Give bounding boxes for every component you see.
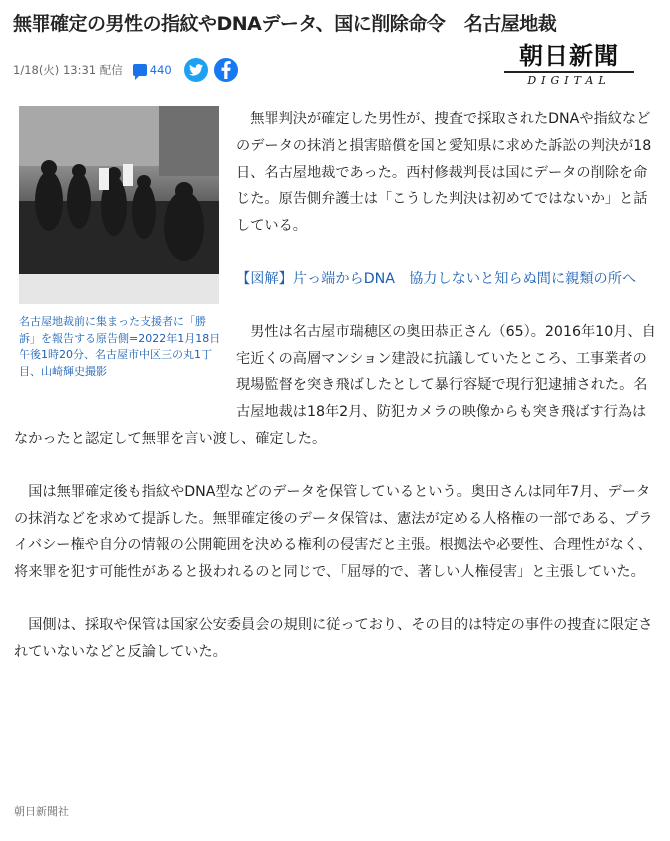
photo-spacer: [14, 106, 236, 406]
twitter-icon[interactable]: [184, 58, 208, 82]
publish-date: 1/18(火) 13:31 配信: [13, 63, 123, 77]
photo-caption: 名古屋地裁前に集まった支援者に「勝訴」を報告する原告側=2022年1月18日午後1時20分、名古屋市中区三の丸1丁目、山崎輝史撮影: [19, 315, 221, 378]
comment-count[interactable]: 440: [149, 63, 172, 77]
article-paragraph: 男性は名古屋市瑞穂区の奥田恭正さん（65）。2016年10月、自宅近くの高層マンション建設に抗議していたところ、工事業者の現場監督を突き飛ばしたとして暴行容疑で現行犯逮捕された。名古屋地裁は18年2月、防犯カメラの映像からも突き飛ばす行為はなかったと認定して無罪を言い渡し、確定した。: [14, 323, 656, 447]
logo-main-text: 朝日新聞: [519, 41, 619, 70]
article-meta: [13, 58, 244, 82]
asahi-digital-logo[interactable]: [504, 42, 634, 87]
article-paragraph: 無罪判決が確定した男性が、捜査で採取されたDNAや指紋などのデータの抹消と損害賠償を国と愛知県に求めた訴訟の判決が18日、名古屋地裁であった。西村修裁判長は国にデータの削除を命じた。原告側弁護士は「こうした判決は初めてではないか」と話している。: [236, 111, 652, 235]
article-paragraph: 国側は、採取や保管は国家公安委員会の規則に従っており、その目的は特定の事件の捜査に限定されていないなどと反論していた。: [14, 616, 653, 660]
article-paragraph: 国は無罪確定後も指紋やDNA型などのデータを保管しているという。奥田さんは同年7月、データの抹消などを求めて提訴した。無罪確定後のデータ保管は、憲法が定める人格権の一部である、プライバシー権や自分の情報の公開範囲を決める権利の侵害だと主張。根拠法や必要性、合理性がなく、将来罪を犯す可能性があると扱われるのと同じで、「屈辱的で、著しい人権侵害」と主張していた。: [14, 483, 653, 581]
article-headline: 無罪確定の男性の指紋やDNAデータ、国に削除命令 名古屋地裁: [13, 13, 557, 35]
source-credit[interactable]: 朝日新聞社: [14, 805, 69, 818]
related-article-link[interactable]: 【図解】片っ端からDNA 協力しないと知らぬ間に親類の所へ: [236, 270, 637, 287]
facebook-icon[interactable]: [214, 58, 238, 82]
logo-sub-text: DIGITAL: [527, 73, 611, 87]
comment-icon[interactable]: [133, 64, 147, 76]
article-body: [14, 106, 660, 692]
logo-divider: [504, 71, 634, 73]
